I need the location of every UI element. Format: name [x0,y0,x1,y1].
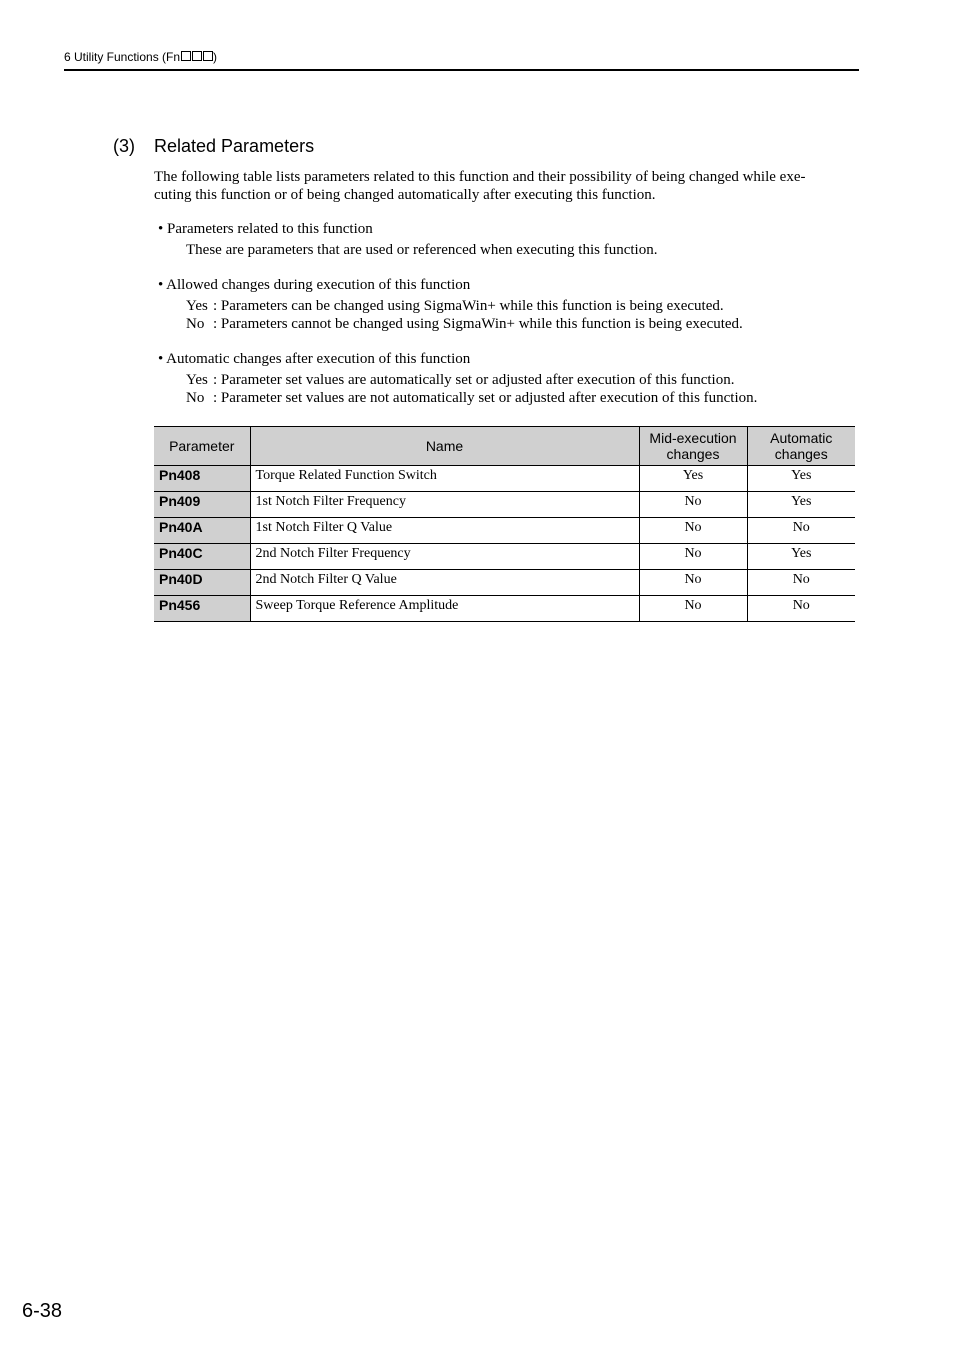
bullet-allowed-heading: • Allowed changes during execution of this function [158,277,471,293]
definition-key: No [186,316,205,332]
table-row [154,466,855,492]
definition-key: Yes [186,372,208,388]
column-header-mid-execution [639,427,747,466]
column-header-name: Name [250,427,639,466]
automatic-value: No [747,570,855,596]
chapter-suffix: ) [213,50,218,64]
table-row [154,596,855,622]
definition-key: No [186,390,205,406]
section-number: (3) [113,136,135,156]
parameter-name: 2nd Notch Filter Frequency [250,544,639,570]
definition-text: : Parameters cannot be changed using SigmaWin+ while this function is being executed. [213,316,743,332]
definition-key: Yes [186,298,208,314]
chapter-label: 6 Utility Functions (Fn [64,50,181,64]
intro-line: cuting this function or of being changed automatically after executing this function. [154,186,656,203]
automatic-value: Yes [747,544,855,570]
automatic-value: No [747,518,855,544]
definition-row [186,372,734,390]
running-header [64,50,859,64]
parameter-name: Sweep Torque Reference Amplitude [250,596,639,622]
parameter-name: 2nd Notch Filter Q Value [250,570,639,596]
parameter-code: Pn40D [154,570,250,596]
column-header-parameter: Parameter [154,427,250,466]
header-line: changes [666,446,720,462]
placeholder-box-icon [181,51,191,61]
page-number: 6-38 [22,1300,63,1322]
column-header-automatic [747,427,855,466]
mid-execution-value: No [639,596,747,622]
automatic-value: No [747,596,855,622]
definition-text: : Parameters can be changed using SigmaWin+ while this function is being executed. [213,298,724,314]
parameter-name: Torque Related Function Switch [250,466,639,492]
definition-row [186,298,724,316]
header-line: Automatic [770,430,833,446]
parameter-code: Pn408 [154,466,250,492]
mid-execution-value: No [639,492,747,518]
parameter-name: 1st Notch Filter Q Value [250,518,639,544]
automatic-value: Yes [747,492,855,518]
definition-text: : Parameter set values are not automatically set or adjusted after execution of this function. [213,390,758,406]
header-divider [64,69,859,71]
parameter-code: Pn456 [154,596,250,622]
placeholder-box-icon [203,51,213,61]
intro-line: The following table lists parameters related to this function and their possibility of being changed while exe- [154,169,806,185]
automatic-value: Yes [747,466,855,492]
related-parameters-table [154,426,855,622]
definition-row [186,316,743,334]
mid-execution-value: Yes [639,466,747,492]
mid-execution-value: No [639,518,747,544]
bullet-automatic-heading: • Automatic changes after execution of this function [158,351,471,367]
table-row [154,518,855,544]
section-title: Related Parameters [154,136,315,156]
table-header-row [154,427,855,466]
intro-paragraph [154,169,854,204]
definition-row [186,390,757,408]
placeholder-box-icon [192,51,202,61]
parameter-code: Pn40A [154,518,250,544]
section-heading [113,136,314,157]
table-row [154,570,855,596]
parameter-code: Pn409 [154,492,250,518]
definition-text: : Parameter set values are automatically set or adjusted after execution of this function. [213,372,735,388]
table-row [154,544,855,570]
bullet-related-description: These are parameters that are used or referenced when executing this function. [186,242,658,258]
parameter-code: Pn40C [154,544,250,570]
mid-execution-value: No [639,544,747,570]
header-line: Mid-execution [649,430,737,446]
header-line: changes [774,446,828,462]
mid-execution-value: No [639,570,747,596]
parameter-name: 1st Notch Filter Frequency [250,492,639,518]
table-row [154,492,855,518]
bullet-related-heading: • Parameters related to this function [158,221,373,237]
